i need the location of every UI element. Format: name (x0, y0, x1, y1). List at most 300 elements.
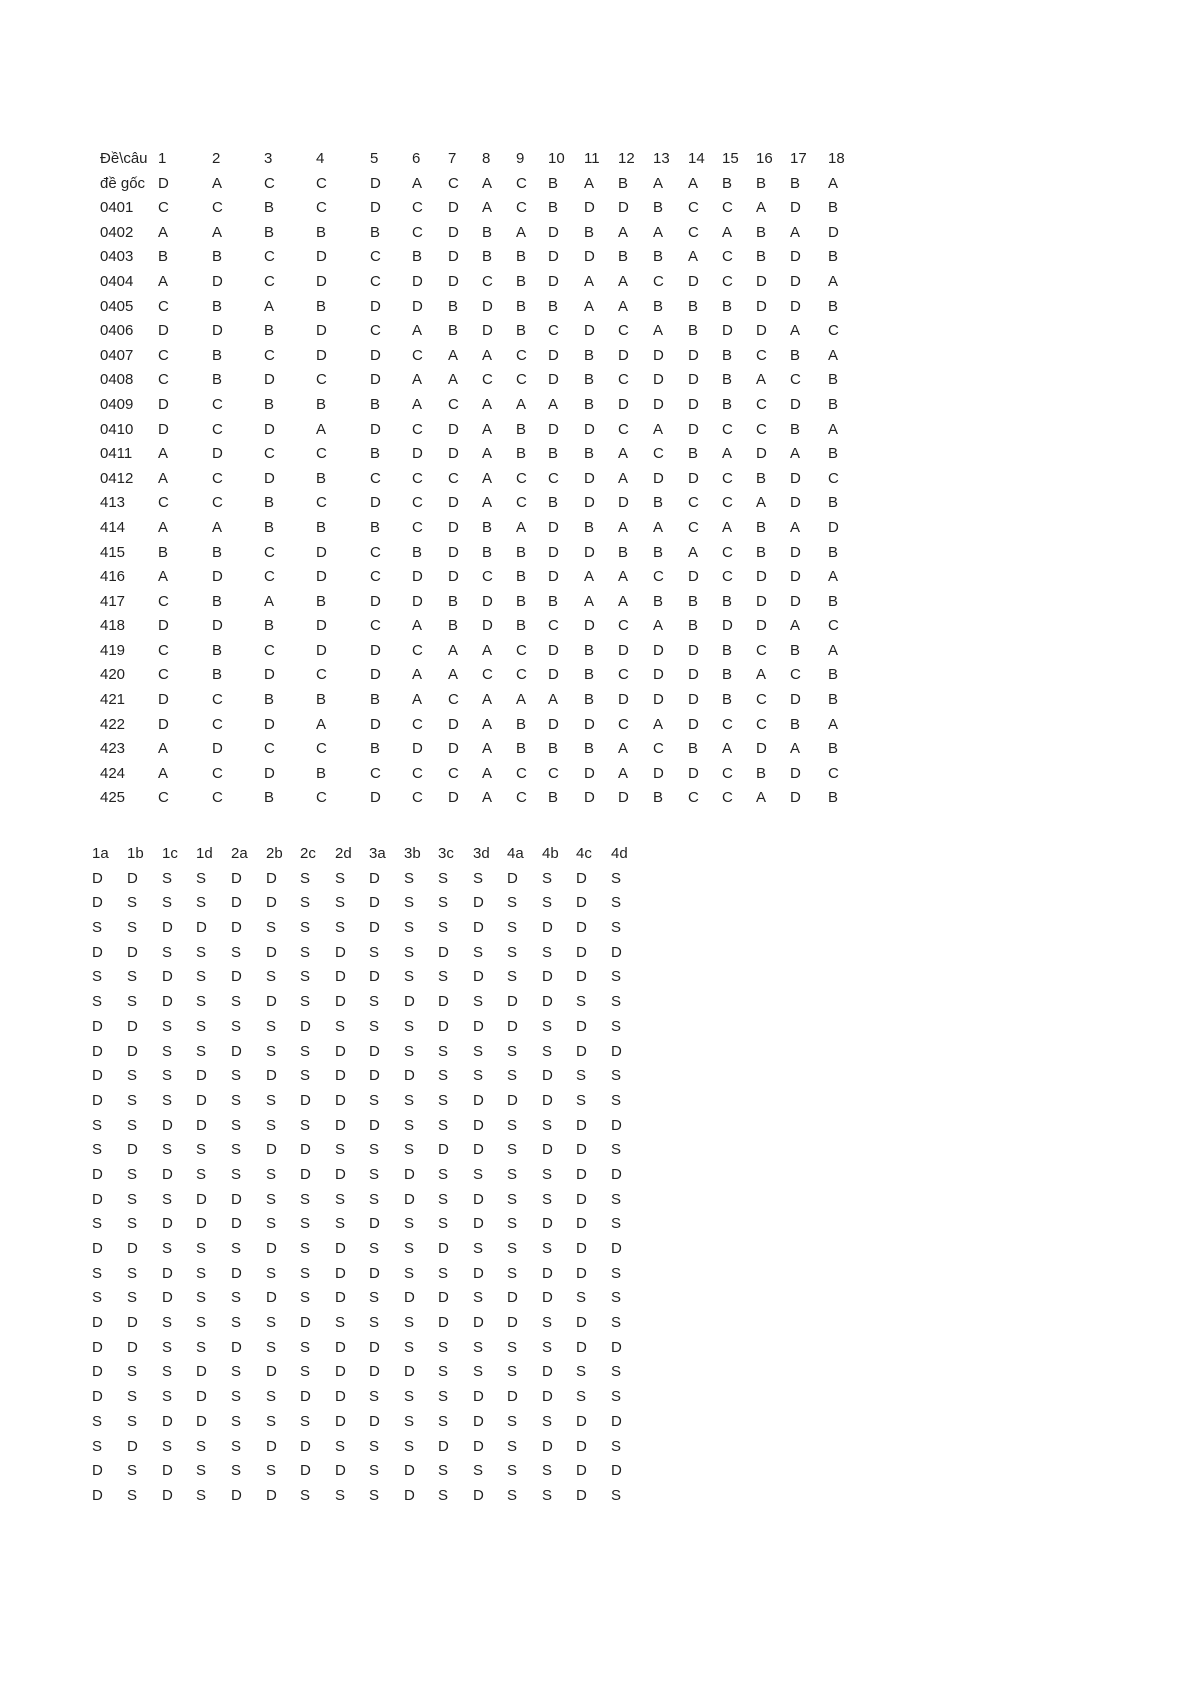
tf-key-cell: S (162, 1141, 173, 1159)
tf-key-cell: D (473, 1264, 484, 1282)
tf-key-cell: D (266, 869, 277, 887)
answer-key-cell: A (158, 223, 169, 241)
tf-key-cell: S (438, 1067, 449, 1085)
tf-key-cell: S (300, 1264, 311, 1282)
tf-key-cell: S (231, 1388, 242, 1406)
answer-key-cell: A (158, 518, 169, 536)
answer-key-cell: D (618, 789, 629, 807)
answer-key-cell: A (212, 174, 223, 192)
answer-key-cell: C (722, 543, 733, 561)
answer-key-cell: B (828, 789, 839, 807)
answer-key-cell: D (756, 322, 767, 340)
tf-key-cell: D (507, 1017, 518, 1035)
tf-key-cell: D (335, 1412, 346, 1430)
answer-key-cell: D (158, 420, 169, 438)
tf-key-cell: S (369, 1240, 380, 1257)
answer-key-cell: B (516, 592, 527, 610)
tf-key-cell: S (404, 1017, 415, 1035)
answer-key-cell: C (618, 322, 629, 340)
tf-key-cell: S (507, 1215, 518, 1233)
tf-key-cell: S (92, 968, 103, 986)
tf-key-cell: S (542, 1314, 553, 1332)
tf-key-cell: S (127, 1190, 138, 1208)
tf-key-cell: D (611, 943, 622, 961)
tf-key-cell: S (611, 1289, 622, 1307)
answer-key-cell: B (516, 568, 527, 586)
answer-key-cell: B (264, 518, 275, 536)
answer-key-cell: B (316, 592, 327, 610)
tf-key-cell: D (542, 1264, 553, 1282)
answer-key-cell: B (370, 740, 381, 758)
answer-key-cell: D (548, 346, 559, 364)
tf-key-column-header: 4d (611, 845, 628, 862)
tf-key-cell: S (162, 1017, 173, 1035)
answer-key-cell: D (618, 199, 629, 217)
tf-key-cell: D (335, 943, 346, 961)
tf-key-cell: S (369, 1314, 380, 1332)
tf-key-cell: D (611, 1462, 622, 1480)
answer-key-cell: D (448, 568, 459, 586)
tf-key-cell: D (369, 1042, 380, 1060)
tf-key-cell: S (369, 1289, 380, 1307)
tf-key-cell: S (438, 869, 449, 887)
answer-key-cell: C (722, 568, 733, 586)
tf-key-cell: D (162, 1116, 173, 1134)
tf-key-cell: S (438, 1462, 449, 1480)
tf-key-cell: S (162, 869, 173, 887)
answer-key-cell: D (264, 420, 275, 438)
answer-key-cell: C (722, 494, 733, 512)
answer-key-cell: C (370, 764, 381, 782)
answer-key-row-label: 0401 (100, 199, 134, 217)
tf-key-cell: D (266, 993, 277, 1011)
answer-key-cell: C (756, 395, 767, 413)
answer-key-cell: B (756, 543, 767, 561)
answer-key-cell: B (316, 518, 327, 536)
tf-key-cell: D (404, 1486, 415, 1504)
answer-key-cell: A (653, 420, 664, 438)
tf-key-cell: S (473, 1042, 484, 1060)
answer-key-cell: C (412, 789, 423, 807)
tf-key-cell: S (369, 1462, 380, 1480)
answer-key-cell: A (618, 272, 629, 290)
answer-key-cell: D (584, 617, 595, 635)
answer-key-cell: A (756, 371, 767, 389)
answer-key-cell: C (548, 764, 559, 782)
answer-key-cell: D (448, 543, 459, 561)
answer-key-cell: A (790, 445, 801, 463)
answer-key-cell: A (790, 518, 801, 536)
answer-key-cell: C (516, 789, 527, 807)
answer-key-cell: D (688, 371, 699, 389)
tf-key-cell: D (127, 943, 138, 961)
tf-key-cell: S (473, 1363, 484, 1381)
answer-key-cell: A (412, 666, 423, 684)
answer-key-column-header: 15 (722, 150, 739, 167)
answer-key-cell: A (448, 371, 459, 389)
tf-key-cell: S (404, 1240, 415, 1257)
tf-key-cell: D (576, 1165, 587, 1183)
answer-key-cell: D (584, 789, 595, 807)
answer-key-cell: B (548, 592, 559, 610)
answer-key-cell: C (722, 715, 733, 733)
answer-key-cell: C (482, 272, 493, 290)
answer-key-cell: D (158, 617, 169, 635)
tf-key-cell: S (300, 1042, 311, 1060)
answer-key-cell: A (584, 592, 595, 610)
answer-key-cell: C (548, 322, 559, 340)
tf-key-cell: D (369, 1264, 380, 1282)
answer-key-column-header: 10 (548, 150, 565, 167)
tf-key-cell: S (231, 1363, 242, 1381)
tf-key-cell: S (404, 1141, 415, 1159)
answer-key-cell: C (412, 764, 423, 782)
answer-key-cell: D (722, 322, 733, 340)
tf-key-cell: S (438, 1388, 449, 1406)
answer-key-cell: A (482, 740, 493, 758)
answer-key-cell: A (688, 248, 699, 266)
tf-key-cell: S (507, 1264, 518, 1282)
tf-key-cell: S (300, 1116, 311, 1134)
tf-key-cell: S (231, 943, 242, 961)
answer-key-cell: C (722, 248, 733, 266)
tf-key-cell: D (507, 1314, 518, 1332)
tf-key-cell: D (369, 894, 380, 912)
tf-key-cell: S (196, 943, 207, 961)
answer-key-cell: A (653, 518, 664, 536)
tf-key-cell: D (542, 919, 553, 937)
answer-key-cell: A (722, 223, 733, 241)
answer-key-cell: D (158, 174, 169, 192)
tf-key-cell: D (542, 1363, 553, 1381)
answer-key-cell: B (790, 346, 801, 364)
tf-key-cell: D (127, 1314, 138, 1332)
tf-key-cell: S (404, 1437, 415, 1455)
answer-key-cell: B (618, 543, 629, 561)
answer-key-cell: A (722, 740, 733, 758)
answer-key-cell: D (618, 395, 629, 413)
tf-key-cell: D (266, 1363, 277, 1381)
tf-key-cell: S (300, 869, 311, 887)
tf-key-cell: S (162, 1437, 173, 1455)
tf-key-cell: D (231, 1215, 242, 1233)
answer-key-row-label: 0406 (100, 322, 134, 340)
tf-key-cell: S (473, 993, 484, 1011)
answer-key-cell: A (482, 494, 493, 512)
tf-key-cell: D (473, 1314, 484, 1332)
tf-key-column-header: 3a (369, 845, 386, 862)
tf-key-cell: D (335, 1462, 346, 1480)
tf-key-cell: D (266, 1289, 277, 1307)
tf-key-cell: S (542, 894, 553, 912)
answer-key-cell: D (548, 568, 559, 586)
answer-key-cell: C (212, 395, 223, 413)
tf-key-cell: D (576, 943, 587, 961)
answer-key-cell: B (316, 297, 327, 315)
answer-key-cell: B (212, 592, 223, 610)
answer-key-cell: C (370, 272, 381, 290)
answer-key-cell: C (448, 395, 459, 413)
answer-key-cell: B (722, 395, 733, 413)
answer-key-row-label: 0412 (100, 469, 134, 487)
tf-key-cell: S (507, 1116, 518, 1134)
answer-key-cell: B (722, 297, 733, 315)
answer-key-row-label: 0410 (100, 420, 134, 438)
answer-key-cell: C (482, 568, 493, 586)
answer-key-cell: C (516, 641, 527, 659)
tf-key-cell: D (231, 1264, 242, 1282)
answer-key-cell: B (448, 617, 459, 635)
answer-key-cell: B (653, 297, 664, 315)
tf-key-cell: S (162, 1067, 173, 1085)
tf-key-column-header: 1c (162, 845, 178, 862)
answer-key-cell: A (264, 592, 275, 610)
answer-key-cell: C (653, 445, 664, 463)
tf-key-cell: S (404, 894, 415, 912)
tf-key-cell: S (611, 894, 622, 912)
tf-key-cell: S (266, 1116, 277, 1134)
answer-key-cell: D (370, 494, 381, 512)
answer-key-cell: B (756, 764, 767, 782)
answer-key-cell: D (316, 617, 327, 635)
answer-key-cell: B (653, 199, 664, 217)
answer-key-cell: D (370, 641, 381, 659)
tf-key-cell: S (542, 1190, 553, 1208)
answer-key-cell: A (756, 494, 767, 512)
answer-key-column-header: 9 (516, 150, 525, 167)
answer-key-cell: D (548, 272, 559, 290)
tf-key-cell: S (266, 1388, 277, 1406)
answer-key-cell: D (548, 518, 559, 536)
tf-key-cell: S (507, 1486, 518, 1504)
tf-key-cell: S (231, 1116, 242, 1134)
tf-key-cell: D (231, 1190, 242, 1208)
tf-key-cell: S (473, 1240, 484, 1257)
answer-key-cell: D (448, 223, 459, 241)
answer-key-cell: D (370, 371, 381, 389)
answer-key-cell: B (212, 543, 223, 561)
answer-key-cell: A (516, 223, 527, 241)
answer-key-cell: C (412, 715, 423, 733)
answer-key-cell: C (756, 715, 767, 733)
tf-key-cell: S (300, 1240, 311, 1257)
tf-key-cell: S (127, 1388, 138, 1406)
answer-key-cell: A (412, 174, 423, 192)
answer-key-column-header: 17 (790, 150, 807, 167)
answer-key-cell: A (756, 789, 767, 807)
answer-key-column-header: 6 (412, 150, 421, 167)
answer-key-cell: C (756, 691, 767, 709)
tf-key-cell: S (266, 968, 277, 986)
answer-key-cell: D (618, 346, 629, 364)
answer-key-cell: A (412, 371, 423, 389)
answer-key-cell: D (548, 223, 559, 241)
tf-key-column-header: 2d (335, 845, 352, 862)
tf-key-cell: D (473, 1412, 484, 1430)
answer-key-cell: B (482, 543, 493, 561)
tf-key-cell: S (611, 1091, 622, 1109)
tf-key-cell: S (507, 919, 518, 937)
tf-key-cell: S (335, 919, 346, 937)
answer-key-cell: C (264, 272, 275, 290)
answer-key-cell: C (158, 592, 169, 610)
tf-key-cell: S (162, 1314, 173, 1332)
tf-key-cell: D (507, 869, 518, 887)
tf-key-cell: S (542, 1017, 553, 1035)
tf-key-cell: D (196, 1388, 207, 1406)
answer-key-cell: D (756, 297, 767, 315)
answer-key-cell: B (516, 445, 527, 463)
tf-key-cell: S (507, 1240, 518, 1257)
tf-key-cell: S (611, 1437, 622, 1455)
answer-key-cell: D (584, 764, 595, 782)
tf-key-cell: S (611, 993, 622, 1011)
answer-key-cell: B (448, 297, 459, 315)
tf-key-cell: D (335, 1338, 346, 1356)
tf-key-cell: D (127, 1437, 138, 1455)
answer-key-cell: C (516, 371, 527, 389)
answer-key-cell: D (370, 666, 381, 684)
answer-key-cell: A (756, 666, 767, 684)
tf-key-column-header: 4b (542, 845, 559, 862)
tf-key-cell: S (162, 894, 173, 912)
tf-key-cell: D (300, 1462, 311, 1480)
tf-key-cell: S (300, 1067, 311, 1085)
answer-key-cell: A (316, 715, 327, 733)
answer-key-cell: C (316, 445, 327, 463)
tf-key-cell: S (196, 1462, 207, 1480)
tf-key-cell: D (162, 993, 173, 1011)
answer-key-cell: B (516, 248, 527, 266)
tf-key-cell: D (438, 1437, 449, 1455)
answer-key-cell: C (158, 346, 169, 364)
tf-key-cell: S (335, 1486, 346, 1504)
tf-key-cell: S (404, 869, 415, 887)
tf-key-cell: S (369, 993, 380, 1011)
tf-key-cell: D (196, 1363, 207, 1381)
tf-key-cell: S (300, 1338, 311, 1356)
answer-key-row-label: 414 (100, 518, 126, 536)
tf-key-cell: S (438, 1412, 449, 1430)
tf-key-cell: S (404, 1091, 415, 1109)
answer-key-cell: A (618, 592, 629, 610)
answer-key-cell: C (516, 199, 527, 217)
answer-key-cell: A (653, 322, 664, 340)
answer-key-cell: A (790, 617, 801, 635)
tf-key-cell: S (92, 1412, 103, 1430)
tf-key-cell: S (542, 1486, 553, 1504)
tf-key-cell: D (231, 919, 242, 937)
answer-key-cell: D (790, 248, 801, 266)
answer-key-cell: D (688, 764, 699, 782)
answer-key-cell: C (828, 764, 839, 782)
answer-key-cell: A (828, 346, 839, 364)
answer-key-cell: C (370, 322, 381, 340)
answer-key-cell: D (756, 592, 767, 610)
answer-key-cell: A (158, 469, 169, 487)
answer-key-cell: C (412, 223, 423, 241)
tf-key-cell: D (576, 1240, 587, 1257)
answer-key-cell: C (264, 641, 275, 659)
tf-key-cell: D (369, 968, 380, 986)
tf-key-cell: D (266, 1240, 277, 1257)
answer-key-cell: B (828, 691, 839, 709)
tf-key-cell: S (231, 993, 242, 1011)
tf-key-cell: D (335, 1116, 346, 1134)
answer-key-row-label: 421 (100, 691, 126, 709)
tf-key-cell: S (576, 993, 587, 1011)
tf-key-cell: S (507, 1363, 518, 1381)
tf-key-cell: D (335, 993, 346, 1011)
answer-key-cell: A (158, 445, 169, 463)
tf-key-cell: S (196, 1240, 207, 1257)
tf-key-cell: S (576, 1289, 587, 1307)
tf-key-cell: S (127, 1363, 138, 1381)
answer-key-cell: A (316, 420, 327, 438)
tf-key-cell: D (92, 1067, 103, 1085)
tf-key-cell: S (611, 1363, 622, 1381)
tf-key-cell: D (473, 1017, 484, 1035)
answer-key-cell: C (316, 740, 327, 758)
tf-key-cell: S (231, 1462, 242, 1480)
tf-key-cell: D (369, 919, 380, 937)
tf-key-cell: S (231, 1240, 242, 1257)
answer-key-cell: B (584, 445, 595, 463)
answer-key-cell: C (264, 445, 275, 463)
answer-key-cell: A (412, 322, 423, 340)
answer-key-cell: D (212, 445, 223, 463)
tf-key-cell: D (507, 1388, 518, 1406)
tf-key-cell: D (576, 1264, 587, 1282)
tf-key-cell: D (196, 1091, 207, 1109)
answer-key-cell: B (584, 518, 595, 536)
tf-key-cell: D (542, 1067, 553, 1085)
answer-key-cell: D (158, 691, 169, 709)
answer-key-cell: B (584, 691, 595, 709)
tf-key-cell: S (473, 1338, 484, 1356)
answer-key-cell: C (516, 174, 527, 192)
tf-key-cell: S (611, 1314, 622, 1332)
answer-key-cell: D (370, 592, 381, 610)
answer-key-cell: C (828, 469, 839, 487)
tf-key-cell: D (473, 968, 484, 986)
answer-key-cell: C (370, 568, 381, 586)
tf-key-column-header: 1a (92, 845, 109, 862)
answer-key-cell: C (482, 666, 493, 684)
tf-key-cell: S (473, 943, 484, 961)
answer-key-cell: D (316, 272, 327, 290)
tf-key-cell: S (231, 1437, 242, 1455)
answer-key-cell: B (158, 248, 169, 266)
tf-key-cell: D (266, 1141, 277, 1159)
tf-key-cell: S (196, 1289, 207, 1307)
tf-key-cell: S (127, 1289, 138, 1307)
tf-key-cell: D (266, 894, 277, 912)
tf-key-cell: S (266, 1165, 277, 1183)
tf-key-cell: D (231, 1042, 242, 1060)
tf-key-cell: D (92, 869, 103, 887)
answer-key-row-label: 419 (100, 641, 126, 659)
answer-key-column-header: Đề\câu (100, 150, 148, 167)
tf-key-column-header: 2b (266, 845, 283, 862)
tf-key-cell: D (473, 1388, 484, 1406)
tf-key-cell: S (196, 894, 207, 912)
answer-key-cell: B (316, 764, 327, 782)
answer-key-cell: B (722, 592, 733, 610)
tf-key-cell: S (542, 1165, 553, 1183)
tf-key-cell: S (266, 1314, 277, 1332)
tf-key-cell: S (335, 894, 346, 912)
